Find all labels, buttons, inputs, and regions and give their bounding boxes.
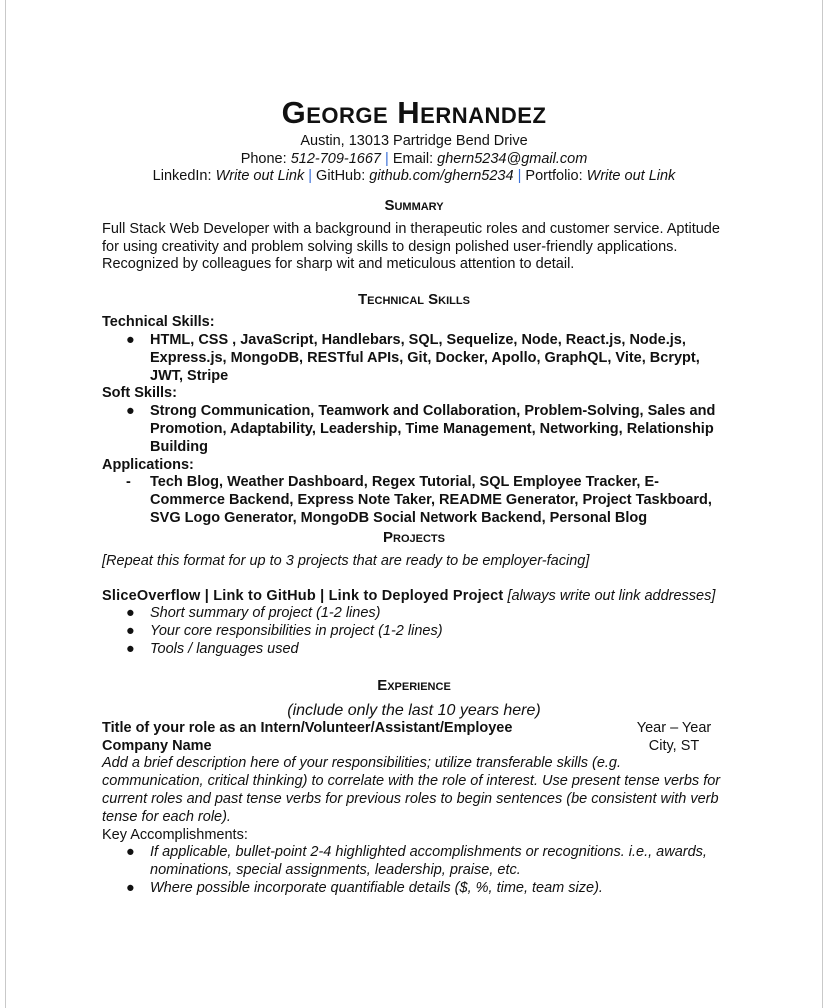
role-row <box>102 720 726 738</box>
bullet: ● <box>126 331 135 348</box>
email-address[interactable]: ghern5234@gmail.com <box>437 150 588 167</box>
technical-skills-list <box>102 332 726 385</box>
resume-name: George Hernandez <box>281 95 547 130</box>
list-item <box>102 474 726 527</box>
github-label: GitHub: <box>312 168 370 185</box>
link-note: [always write out link addresses] <box>503 587 716 604</box>
list-item <box>102 623 726 641</box>
phone-label: Phone: <box>240 150 291 167</box>
project-name: SliceOverflow <box>102 587 201 604</box>
list-item <box>102 605 726 623</box>
experience-note: (include only the last 10 years here) <box>287 701 541 719</box>
applications-text: Tech Blog, Weather Dashboard, Regex Tutorial, SQL Employee Tracker, E-Commerce Backend, Express Note Taker, README Generator, Project Taskboard, SVG Logo Generator, MongoDB Social Network Backend, Personal Blog <box>150 474 712 526</box>
email-label: Email: <box>388 150 438 167</box>
projects-heading: Projects <box>383 528 445 546</box>
role-description: Add a brief description here of your responsibilities; utilize transferable skills (e.g. communication, critical thinking) to correlate with the role of interest. Use present tense verbs for current roles and past tense verbs for previous roles to begin sentences (be consistent with verb tense for each role). <box>102 755 721 825</box>
applications-list <box>102 474 726 527</box>
company-location: City, ST <box>648 737 700 754</box>
github-project-link[interactable]: Link to GitHub <box>213 587 316 604</box>
phone-number: 512-709-1667 <box>290 150 381 167</box>
phone-email-line <box>102 151 726 169</box>
separator: | <box>385 150 389 167</box>
dash: - <box>126 474 131 491</box>
bullet: ● <box>126 640 135 657</box>
bullet: ● <box>126 844 135 861</box>
experience-heading: Experience <box>377 676 451 694</box>
role-years: Year – Year <box>636 719 712 736</box>
deployed-project-link[interactable]: Link to Deployed Project <box>328 587 504 604</box>
bullet: ● <box>126 403 135 420</box>
project-bullets <box>102 605 726 658</box>
project-bullet-text: Tools / languages used <box>150 640 299 657</box>
page-left-edge <box>5 0 6 1008</box>
applications-label: Applications: <box>102 456 194 473</box>
address-line: Austin, 13013 Partridge Bend Drive <box>300 133 528 149</box>
portfolio-label: Portfolio: <box>521 168 587 185</box>
project-title-line <box>102 588 726 606</box>
soft-skills-label: Soft Skills: <box>102 385 177 402</box>
company-name: Company Name <box>102 737 212 754</box>
list-item <box>102 641 726 659</box>
bullet: ● <box>126 879 135 896</box>
linkedin-label: LinkedIn: <box>152 168 216 185</box>
skills-heading: Technical Skills <box>358 291 470 309</box>
project-bullet-text: Your core responsibilities in project (1-2 lines) <box>150 623 443 640</box>
separator: | <box>315 587 329 604</box>
bullet: ● <box>126 623 135 640</box>
linkedin-link[interactable]: Write out Link <box>215 168 305 185</box>
portfolio-link[interactable]: Write out Link <box>586 168 676 185</box>
technical-skills-text: HTML, CSS , JavaScript, Handlebars, SQL, Sequelize, Node, React.js, Node.js, Express.js, MongoDB, RESTful APIs, Git, Docker, Apollo, GraphQL, Vite, Bcrypt, JWT, Stripe <box>150 331 700 384</box>
accomplishment-text: Where possible incorporate quantifiable details ($, %, time, team size). <box>150 879 603 896</box>
accomplishment-text: If applicable, bullet-point 2-4 highlighted accomplishments or recognitions. i.e., awards, nominations, special assignments, leadership, praise, etc. <box>150 844 707 879</box>
projects-note: [Repeat this format for up to 3 projects that are ready to be employer-facing] <box>102 552 590 569</box>
github-link[interactable]: github.com/ghern5234 <box>369 168 514 185</box>
page-right-edge <box>822 0 823 1008</box>
soft-skills-text: Strong Communication, Teamwork and Collaboration, Problem-Solving, Sales and Promotion, Adaptability, Leadership, Time Management, Networking, Relationship Building <box>150 403 716 455</box>
accomplishment-bullets <box>102 844 726 897</box>
bullet: ● <box>126 605 135 622</box>
links-line <box>102 168 726 186</box>
separator: | <box>200 587 214 604</box>
project-bullet-text: Short summary of project (1-2 lines) <box>150 605 381 622</box>
list-item <box>102 332 726 385</box>
summary-heading: Summary <box>384 196 444 214</box>
soft-skills-list <box>102 403 726 456</box>
role-title: Title of your role as an Intern/Volunteer/Assistant/Employee <box>102 719 513 736</box>
summary-text: Full Stack Web Developer with a background in therapeutic roles and customer service. Aptitude for using creativity and problem solving skills to design polished user-friendly applications. Recognized by colleagues for sharp wit and meticulous attention to detail. <box>102 220 720 273</box>
separator: | <box>517 168 522 185</box>
company-row <box>102 738 726 756</box>
resume-page <box>102 90 726 898</box>
accomplishments-label: Key Accomplishments: <box>102 826 248 843</box>
technical-skills-label: Technical Skills: <box>102 314 215 331</box>
list-item <box>102 403 726 456</box>
list-item <box>102 880 726 898</box>
list-item <box>102 844 726 880</box>
separator: | <box>308 168 313 185</box>
